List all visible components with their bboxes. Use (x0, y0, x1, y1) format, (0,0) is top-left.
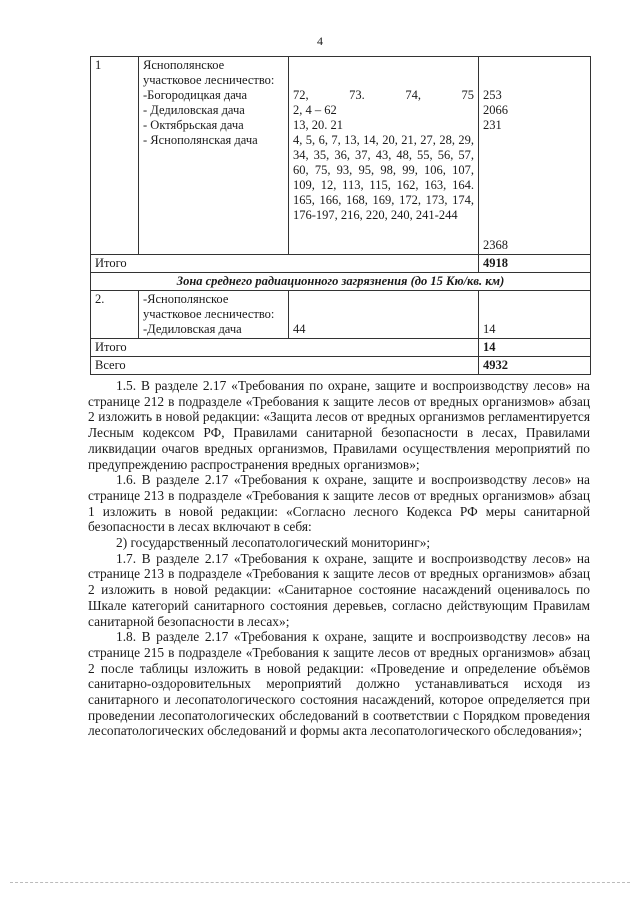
total-label: Итого (91, 339, 479, 357)
area-values: 14 (479, 291, 591, 339)
quarter-numbers (289, 57, 479, 255)
dacha-name: - Октябрьская дача (143, 118, 244, 132)
forestry-names (139, 57, 289, 255)
quarters-oktyabrskaya: 13, 20. 21 (293, 118, 343, 132)
table-row (91, 339, 591, 357)
total-value: 4918 (479, 255, 591, 273)
paragraph: 1.8. В разделе 2.17 «Требования к охране, защите и воспроизводству лесов» на странице 215 в подразделе «Требования к защите лесов от вредных организмов» абзац 2 после таблицы изложить в новой редакции: «Проведение и определение объёмов санитарно-оздоровительных мероприятий должно устанавливаться исходя из санитарного и лесопатологического состояния насаждений, которое определяется при проведении лесопатологических обследований в соответствии с Порядком проведения лесопатологических обследований и формы акта лесопатологического обследования»; (88, 629, 590, 739)
amendments-text (88, 378, 590, 739)
table-row (91, 291, 591, 339)
area-value: 2368 (483, 238, 508, 252)
paragraph: 2) государственный лесопатологический мониторинг»; (116, 535, 431, 551)
forestry-names (139, 291, 289, 339)
area-value: 253 (483, 88, 502, 102)
scan-footer-artifact (10, 882, 630, 885)
area-value: 2066 (483, 103, 508, 117)
total-value: 14 (479, 339, 591, 357)
zone-title: Зона среднего радиационного загрязнения (до 15 Кю/кв. км) (91, 273, 591, 291)
quarters-yasnopolyanskaya: 4, 5, 6, 7, 13, 14, 20, 21, 27, 28, 29, 34, 35, 36, 37, 43, 48, 55, 56, 57, 60, 75, 93, 95, 98, 99, 106, 107, 109, 12, 113, 115, 162, 163, 164. 165, 166, 168, 169, 172, 173, 174, 176-197, 216, 220, 240, 241-244 (293, 133, 474, 222)
row-number: 2. (91, 291, 139, 339)
quarter-numbers: 44 (289, 291, 479, 339)
page-number: 4 (317, 34, 323, 48)
total-label: Итого (91, 255, 479, 273)
paragraph: 1.7. В разделе 2.17 «Требования к охране, защите и воспроизводству лесов» на странице 213 в подразделе «Требования к защите лесов от вредных организмов» абзац 2 изложить в новой редакции: «Санитарное состояние насаждений оценивалось по Шкале категорий санитарного состояния деревьев, согласно действующим Правилам санитарной безопасности в лесах»; (88, 550, 590, 629)
forestry-title: -Яснополянское участковое лесничество: (143, 292, 275, 321)
dacha-name: -Дедиловская дача (143, 322, 242, 336)
table-row (91, 57, 591, 255)
dacha-name: - Дедиловская дача (143, 103, 245, 117)
grand-total-value: 4932 (479, 357, 591, 375)
quarters-dedilovskaya: 2, 4 – 62 (293, 103, 337, 117)
paragraph: 1.6. В разделе 2.17 «Требования к охране, защите и воспроизводству лесов» на странице 213 в подразделе «Требования к защите лесов от вредных организмов» абзац 1 изложить в новой редакции: «Согласно лесного Кодекса РФ меры санитарной безопасности в лесах включают в себя: (88, 472, 590, 535)
table-row (91, 255, 591, 273)
area-values (479, 57, 591, 255)
grand-total-label: Всего (91, 357, 479, 375)
dacha-name: -Богородицкая дача (143, 88, 248, 102)
forestry-title: Яснополянское участковое лесничество: (143, 58, 275, 87)
quarters-bogoroditskaya: 72, 73. 74, 75 (293, 88, 474, 102)
table-row (91, 273, 591, 291)
area-value: 231 (483, 118, 502, 132)
row-number: 1 (91, 57, 139, 255)
radiation-zone-table (90, 56, 591, 375)
paragraph: 1.5. В разделе 2.17 «Требования по охране, защите и воспроизводству лесов» на странице 212 в подразделе «Требования к защите лесов от вредных организмов» абзац 2 изложить в новой редакции: «Защита лесов от вредных организмов регламентируется Лесным кодексом РФ, Правилами санитарной безопасности в лесах, Правилами ликвидации очагов вредных организмов, Правилами осуществления мероприятий по предупреждению распространения вредных организмов»; (88, 378, 590, 472)
table-row (91, 357, 591, 375)
dacha-name: - Яснополянская дача (143, 133, 258, 147)
